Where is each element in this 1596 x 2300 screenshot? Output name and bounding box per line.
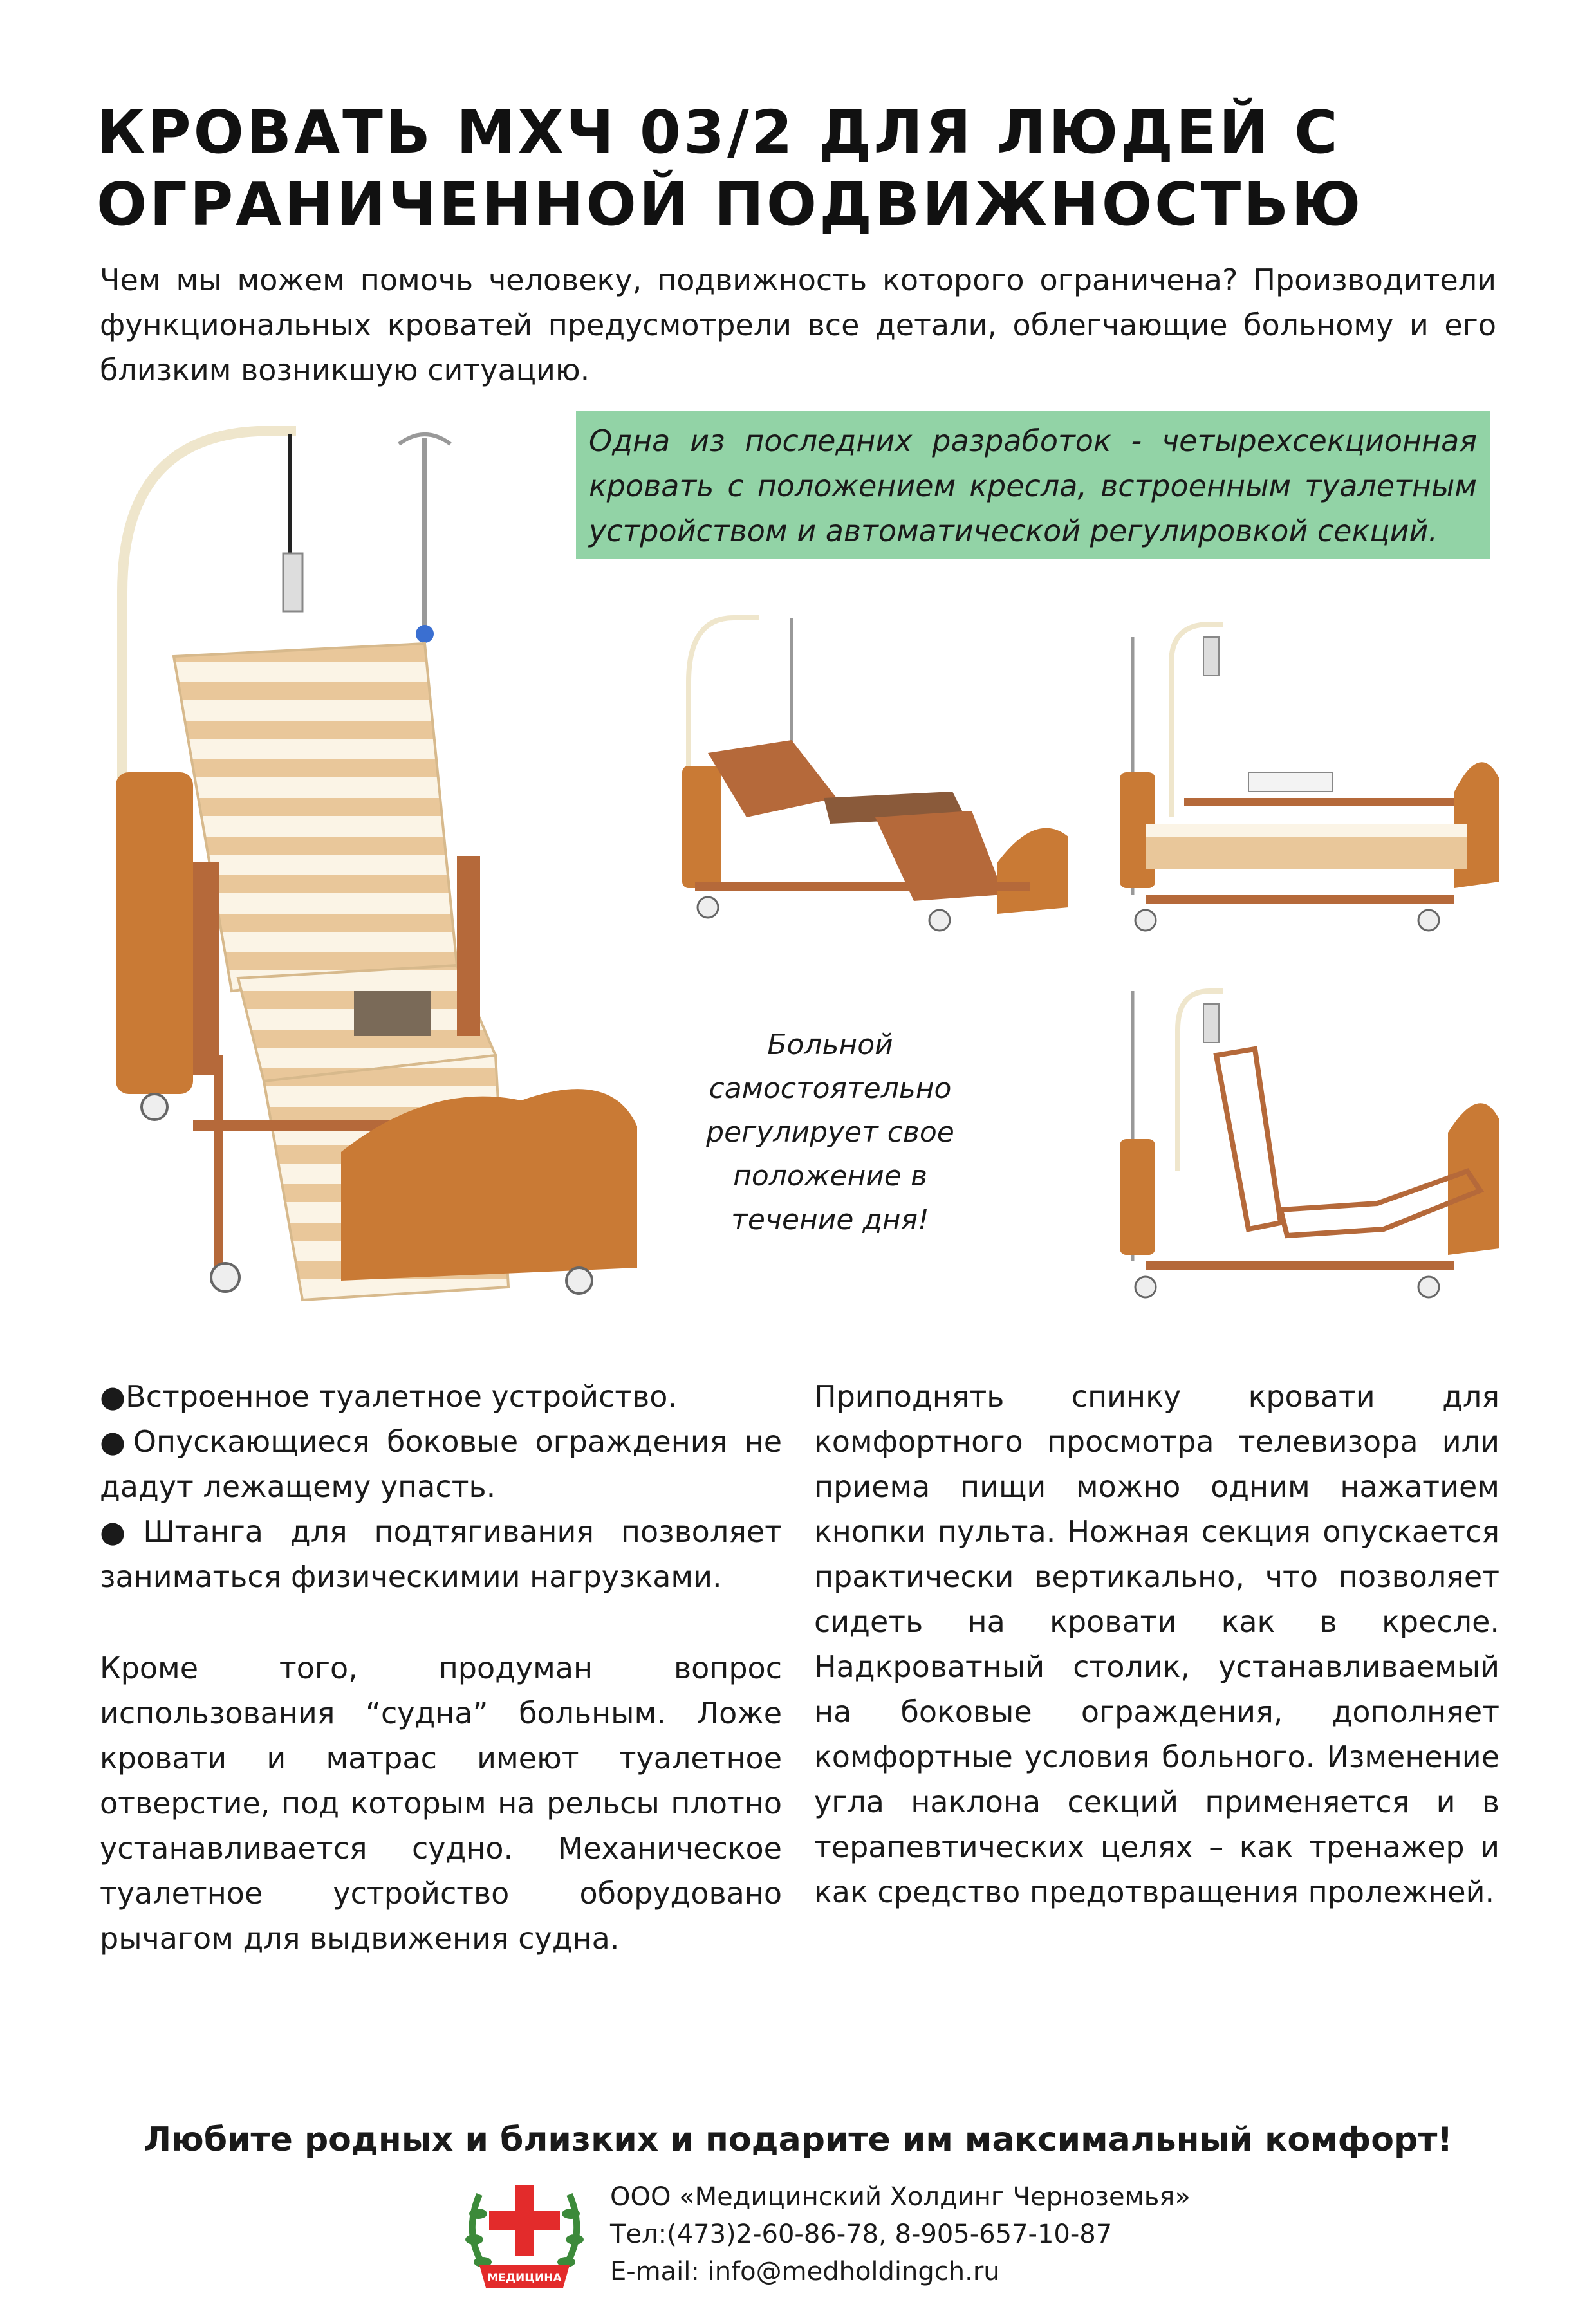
bed-photo-chair-position	[669, 605, 1081, 952]
photo-caption: Больной самостоятельно регулирует свое положение в течение дня!	[706, 1028, 954, 1236]
comfort-paragraph: Приподнять спинку кровати для комфортного просмотра телевизора или приема пищи можно одним нажатием кнопки пульта. Ножная секция опускается практически вертикально, что позволяет сидеть на кровати как в кресле. Надкроватный столик, устанавливаемый на боковые ограждения, дополняет комфортные условия больного. Изменение угла наклона секций применяется и в терапевтических целях – как тренажер и как средство предотвращения пролежней.	[814, 1379, 1499, 1909]
intro-paragraph: Чем мы можем помочь человеку, подвижность которого ограничена? Производители функциональных кроватей предусмотрели все детали, облегчающие больному и его близким возникшую ситуацию.	[100, 263, 1496, 387]
bed-photo-flat-with-table	[1107, 611, 1506, 946]
email-line: E-mail: info@medholdingch.ru	[610, 2257, 1000, 2286]
main-bed-photo	[97, 412, 676, 1326]
bed-photo-frame-adjusted	[1107, 978, 1506, 1313]
toilet-paragraph: Кроме того, продуман вопрос использования “судна” больным. Ложе кровати и матрас имеют туалетное отверстие, под которым на рельсы плотно устанавливается судно. Механическое туалетное устройство оборудовано рычагом для выдвижения судна.	[100, 1651, 782, 1956]
feature-item: ●Встроенное туалетное устройство.	[100, 1379, 677, 1414]
feature-item: ●Штанга для подтягивания позволяет заниматься физическимии нагрузками.	[100, 1514, 782, 1594]
company-name: ООО «Медицинский Холдинг Черноземья»	[610, 2182, 1191, 2212]
page-title: КРОВАТЬ МХЧ 03/2 ДЛЯ ЛЮДЕЙ С ОГРАНИЧЕННОЙ ПОДВИЖНОСТЬЮ	[97, 98, 1364, 239]
feature-item: ●Опускающиеся боковые ограждения не дадут лежащему упасть.	[100, 1424, 782, 1504]
logo-ribbon-text: МЕДИЦИНА	[487, 2272, 562, 2285]
left-column	[100, 1374, 782, 1961]
slogan: Любите родных и близких и подарите им максимальный комфорт!	[143, 2120, 1453, 2159]
company-logo	[454, 2169, 595, 2297]
highlight-callout	[576, 411, 1490, 559]
contacts-block	[610, 2178, 1254, 2290]
right-column	[814, 1374, 1499, 1915]
phone-line: Тел:(473)2-60-86-78, 8-905-657-10-87	[610, 2220, 1113, 2249]
callout-text: Одна из последних разработок - четырехсекционная кровать с положением кресла, встроенным туалетным устройством и автоматической регулировкой секций.	[589, 423, 1477, 548]
